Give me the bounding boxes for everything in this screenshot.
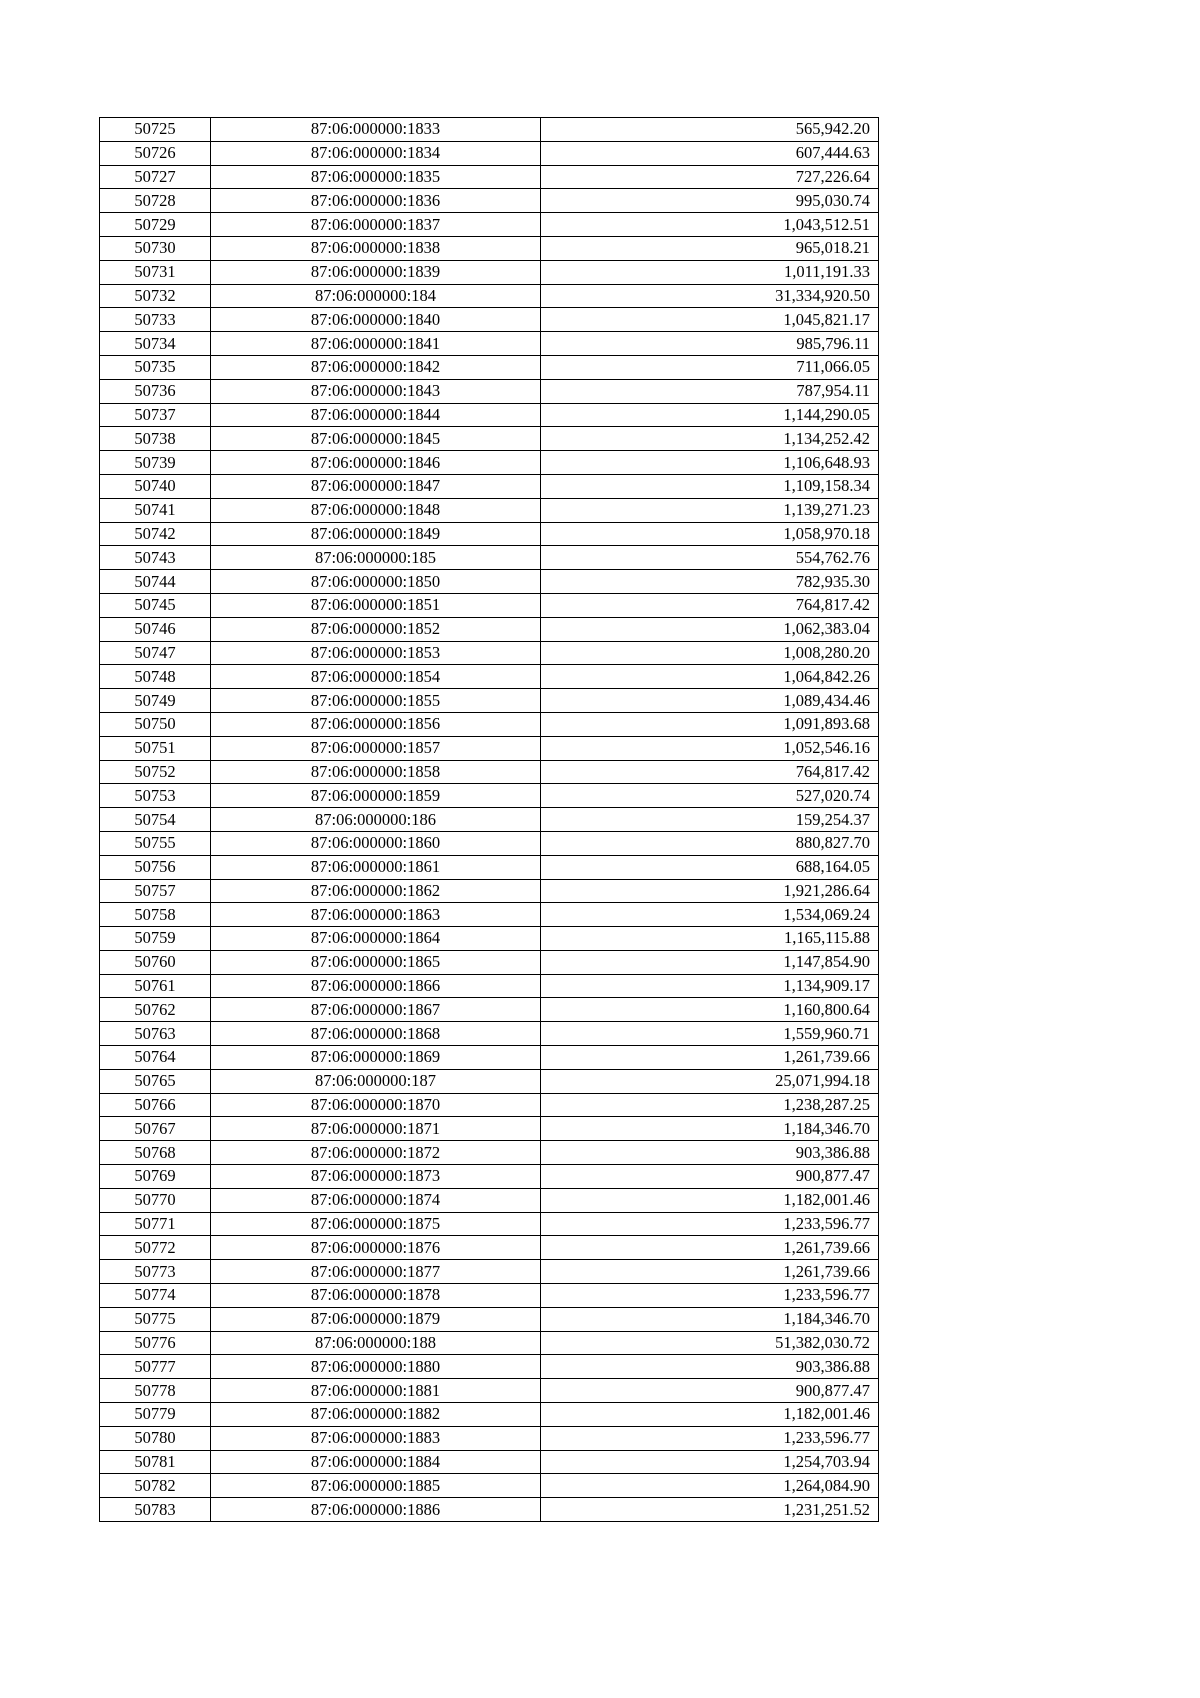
row-number-cell: 50770 [100, 1188, 211, 1212]
table-row [100, 1331, 879, 1355]
cadastral-value-cell: 985,796.11 [541, 332, 879, 356]
row-number-cell: 50771 [100, 1212, 211, 1236]
cadastral-number-cell: 87:06:000000:1881 [211, 1379, 541, 1403]
cadastral-number-cell: 87:06:000000:1836 [211, 189, 541, 213]
cadastral-number-cell: 87:06:000000:184 [211, 284, 541, 308]
cadastral-value-cell: 1,254,703.94 [541, 1450, 879, 1474]
row-number-cell: 50747 [100, 641, 211, 665]
cadastral-value-cell: 565,942.20 [541, 118, 879, 142]
cadastral-value-cell: 1,184,346.70 [541, 1307, 879, 1331]
cadastral-number-cell: 87:06:000000:1877 [211, 1260, 541, 1284]
cadastral-value-cell: 25,071,994.18 [541, 1069, 879, 1093]
row-number-cell: 50741 [100, 498, 211, 522]
table-row [100, 1403, 879, 1427]
cadastral-number-cell: 87:06:000000:1834 [211, 141, 541, 165]
table-row [100, 498, 879, 522]
table-row [100, 879, 879, 903]
table-row [100, 927, 879, 951]
row-number-cell: 50730 [100, 236, 211, 260]
row-number-cell: 50752 [100, 760, 211, 784]
cadastral-value-cell: 1,261,739.66 [541, 1236, 879, 1260]
cadastral-number-cell: 87:06:000000:1855 [211, 689, 541, 713]
cadastral-number-cell: 87:06:000000:1884 [211, 1450, 541, 1474]
cadastral-number-cell: 87:06:000000:1850 [211, 570, 541, 594]
cadastral-number-cell: 87:06:000000:1875 [211, 1212, 541, 1236]
row-number-cell: 50773 [100, 1260, 211, 1284]
cadastral-number-cell: 87:06:000000:1868 [211, 1022, 541, 1046]
cadastral-value-cell: 1,147,854.90 [541, 950, 879, 974]
cadastral-number-cell: 87:06:000000:1879 [211, 1307, 541, 1331]
cadastral-value-cell: 1,134,909.17 [541, 974, 879, 998]
table-row [100, 118, 879, 142]
cadastral-value-cell: 1,091,893.68 [541, 712, 879, 736]
cadastral-number-cell: 87:06:000000:1846 [211, 451, 541, 475]
cadastral-value-cell: 1,011,191.33 [541, 260, 879, 284]
cadastral-number-cell: 87:06:000000:187 [211, 1069, 541, 1093]
table-row [100, 1355, 879, 1379]
row-number-cell: 50767 [100, 1117, 211, 1141]
table-row [100, 1260, 879, 1284]
cadastral-value-cell: 1,184,346.70 [541, 1117, 879, 1141]
cadastral-value-cell: 903,386.88 [541, 1141, 879, 1165]
row-number-cell: 50750 [100, 712, 211, 736]
cadastral-value-cell: 1,139,271.23 [541, 498, 879, 522]
row-number-cell: 50772 [100, 1236, 211, 1260]
cadastral-value-cell: 607,444.63 [541, 141, 879, 165]
cadastral-number-cell: 87:06:000000:1856 [211, 712, 541, 736]
table-row [100, 712, 879, 736]
cadastral-value-cell: 1,089,434.46 [541, 689, 879, 713]
table-row [100, 1426, 879, 1450]
row-number-cell: 50738 [100, 427, 211, 451]
cadastral-number-cell: 87:06:000000:1838 [211, 236, 541, 260]
cadastral-number-cell: 87:06:000000:1878 [211, 1284, 541, 1308]
table-row [100, 641, 879, 665]
cadastral-value-cell: 1,264,084.90 [541, 1474, 879, 1498]
row-number-cell: 50778 [100, 1379, 211, 1403]
cadastral-number-cell: 87:06:000000:1844 [211, 403, 541, 427]
row-number-cell: 50734 [100, 332, 211, 356]
table-row [100, 1022, 879, 1046]
cadastral-value-cell: 1,134,252.42 [541, 427, 879, 451]
cadastral-value-cell: 1,109,158.34 [541, 474, 879, 498]
table-row [100, 950, 879, 974]
cadastral-value-cell: 527,020.74 [541, 784, 879, 808]
cadastral-value-cell: 1,008,280.20 [541, 641, 879, 665]
cadastral-number-cell: 87:06:000000:1842 [211, 355, 541, 379]
row-number-cell: 50764 [100, 1046, 211, 1070]
cadastral-value-cell: 1,559,960.71 [541, 1022, 879, 1046]
table-row [100, 689, 879, 713]
table-row [100, 165, 879, 189]
cadastral-value-cell: 787,954.11 [541, 379, 879, 403]
cadastral-number-cell: 87:06:000000:1839 [211, 260, 541, 284]
cadastral-value-cell: 764,817.42 [541, 760, 879, 784]
table-row [100, 808, 879, 832]
cadastral-number-cell: 87:06:000000:1851 [211, 593, 541, 617]
cadastral-value-cell: 1,231,251.52 [541, 1498, 879, 1522]
cadastral-value-cell: 1,106,648.93 [541, 451, 879, 475]
table-row [100, 403, 879, 427]
table-row [100, 308, 879, 332]
table-row [100, 1450, 879, 1474]
cadastral-value-cell: 1,233,596.77 [541, 1284, 879, 1308]
cadastral-value-table [99, 117, 879, 1522]
table-row [100, 831, 879, 855]
table-row [100, 284, 879, 308]
row-number-cell: 50765 [100, 1069, 211, 1093]
row-number-cell: 50757 [100, 879, 211, 903]
table-row [100, 760, 879, 784]
row-number-cell: 50744 [100, 570, 211, 594]
cadastral-value-cell: 1,144,290.05 [541, 403, 879, 427]
cadastral-number-cell: 87:06:000000:1852 [211, 617, 541, 641]
cadastral-value-cell: 554,762.76 [541, 546, 879, 570]
row-number-cell: 50758 [100, 903, 211, 927]
table-row [100, 522, 879, 546]
cadastral-value-cell: 1,160,800.64 [541, 998, 879, 1022]
cadastral-value-cell: 995,030.74 [541, 189, 879, 213]
table-row [100, 570, 879, 594]
cadastral-number-cell: 87:06:000000:1885 [211, 1474, 541, 1498]
row-number-cell: 50782 [100, 1474, 211, 1498]
cadastral-number-cell: 87:06:000000:1840 [211, 308, 541, 332]
table-row [100, 546, 879, 570]
row-number-cell: 50742 [100, 522, 211, 546]
cadastral-number-cell: 87:06:000000:1849 [211, 522, 541, 546]
row-number-cell: 50754 [100, 808, 211, 832]
row-number-cell: 50729 [100, 213, 211, 237]
cadastral-number-cell: 87:06:000000:1873 [211, 1165, 541, 1189]
table-row [100, 427, 879, 451]
cadastral-number-cell: 87:06:000000:1882 [211, 1403, 541, 1427]
table-row [100, 332, 879, 356]
cadastral-value-cell: 1,233,596.77 [541, 1212, 879, 1236]
table-row [100, 784, 879, 808]
cadastral-number-cell: 87:06:000000:1867 [211, 998, 541, 1022]
cadastral-number-cell: 87:06:000000:1853 [211, 641, 541, 665]
cadastral-value-cell: 1,062,383.04 [541, 617, 879, 641]
row-number-cell: 50733 [100, 308, 211, 332]
cadastral-value-cell: 1,182,001.46 [541, 1188, 879, 1212]
table-row [100, 189, 879, 213]
cadastral-value-cell: 1,052,546.16 [541, 736, 879, 760]
row-number-cell: 50762 [100, 998, 211, 1022]
cadastral-number-cell: 87:06:000000:1848 [211, 498, 541, 522]
cadastral-value-cell: 782,935.30 [541, 570, 879, 594]
cadastral-number-cell: 87:06:000000:1837 [211, 213, 541, 237]
cadastral-number-cell: 87:06:000000:1871 [211, 1117, 541, 1141]
cadastral-number-cell: 87:06:000000:1857 [211, 736, 541, 760]
row-number-cell: 50743 [100, 546, 211, 570]
table-row [100, 1093, 879, 1117]
cadastral-value-cell: 764,817.42 [541, 593, 879, 617]
cadastral-number-cell: 87:06:000000:1869 [211, 1046, 541, 1070]
cadastral-value-cell: 903,386.88 [541, 1355, 879, 1379]
table-row [100, 1046, 879, 1070]
table-row [100, 451, 879, 475]
cadastral-number-cell: 87:06:000000:1866 [211, 974, 541, 998]
row-number-cell: 50740 [100, 474, 211, 498]
cadastral-number-cell: 87:06:000000:1886 [211, 1498, 541, 1522]
table-body [100, 118, 879, 1522]
cadastral-value-cell: 1,238,287.25 [541, 1093, 879, 1117]
table-row [100, 855, 879, 879]
row-number-cell: 50755 [100, 831, 211, 855]
row-number-cell: 50761 [100, 974, 211, 998]
cadastral-value-cell: 880,827.70 [541, 831, 879, 855]
table-row [100, 379, 879, 403]
table-row [100, 617, 879, 641]
cadastral-value-cell: 51,382,030.72 [541, 1331, 879, 1355]
cadastral-number-cell: 87:06:000000:1859 [211, 784, 541, 808]
cadastral-value-cell: 965,018.21 [541, 236, 879, 260]
table-row [100, 1117, 879, 1141]
row-number-cell: 50781 [100, 1450, 211, 1474]
cadastral-number-cell: 87:06:000000:186 [211, 808, 541, 832]
table-row [100, 1141, 879, 1165]
row-number-cell: 50736 [100, 379, 211, 403]
cadastral-number-cell: 87:06:000000:1865 [211, 950, 541, 974]
cadastral-number-cell: 87:06:000000:1883 [211, 1426, 541, 1450]
cadastral-number-cell: 87:06:000000:1872 [211, 1141, 541, 1165]
cadastral-value-cell: 31,334,920.50 [541, 284, 879, 308]
table-row [100, 998, 879, 1022]
row-number-cell: 50775 [100, 1307, 211, 1331]
row-number-cell: 50749 [100, 689, 211, 713]
cadastral-value-cell: 1,043,512.51 [541, 213, 879, 237]
table-row [100, 1165, 879, 1189]
row-number-cell: 50783 [100, 1498, 211, 1522]
row-number-cell: 50746 [100, 617, 211, 641]
row-number-cell: 50725 [100, 118, 211, 142]
table-row [100, 1212, 879, 1236]
cadastral-value-cell: 1,534,069.24 [541, 903, 879, 927]
cadastral-value-cell: 900,877.47 [541, 1165, 879, 1189]
table-row [100, 1236, 879, 1260]
cadastral-number-cell: 87:06:000000:1863 [211, 903, 541, 927]
cadastral-value-cell: 1,261,739.66 [541, 1046, 879, 1070]
row-number-cell: 50751 [100, 736, 211, 760]
table-row [100, 665, 879, 689]
row-number-cell: 50769 [100, 1165, 211, 1189]
cadastral-number-cell: 87:06:000000:188 [211, 1331, 541, 1355]
row-number-cell: 50732 [100, 284, 211, 308]
cadastral-number-cell: 87:06:000000:1858 [211, 760, 541, 784]
cadastral-number-cell: 87:06:000000:1874 [211, 1188, 541, 1212]
row-number-cell: 50728 [100, 189, 211, 213]
cadastral-number-cell: 87:06:000000:1862 [211, 879, 541, 903]
cadastral-value-cell: 688,164.05 [541, 855, 879, 879]
table-row [100, 236, 879, 260]
cadastral-value-cell: 900,877.47 [541, 1379, 879, 1403]
cadastral-value-cell: 1,261,739.66 [541, 1260, 879, 1284]
cadastral-number-cell: 87:06:000000:1860 [211, 831, 541, 855]
cadastral-number-cell: 87:06:000000:1847 [211, 474, 541, 498]
cadastral-number-cell: 87:06:000000:1861 [211, 855, 541, 879]
cadastral-number-cell: 87:06:000000:1870 [211, 1093, 541, 1117]
table-row [100, 1379, 879, 1403]
row-number-cell: 50745 [100, 593, 211, 617]
cadastral-number-cell: 87:06:000000:1843 [211, 379, 541, 403]
cadastral-value-cell: 1,182,001.46 [541, 1403, 879, 1427]
row-number-cell: 50760 [100, 950, 211, 974]
table-row [100, 1307, 879, 1331]
table-row [100, 1498, 879, 1522]
row-number-cell: 50774 [100, 1284, 211, 1308]
row-number-cell: 50776 [100, 1331, 211, 1355]
row-number-cell: 50763 [100, 1022, 211, 1046]
table-row [100, 355, 879, 379]
row-number-cell: 50756 [100, 855, 211, 879]
row-number-cell: 50735 [100, 355, 211, 379]
row-number-cell: 50753 [100, 784, 211, 808]
table-row [100, 1188, 879, 1212]
cadastral-number-cell: 87:06:000000:1845 [211, 427, 541, 451]
cadastral-value-cell: 1,165,115.88 [541, 927, 879, 951]
cadastral-value-cell: 159,254.37 [541, 808, 879, 832]
row-number-cell: 50739 [100, 451, 211, 475]
row-number-cell: 50731 [100, 260, 211, 284]
cadastral-number-cell: 87:06:000000:1854 [211, 665, 541, 689]
table-row [100, 260, 879, 284]
table-row [100, 141, 879, 165]
row-number-cell: 50779 [100, 1403, 211, 1427]
cadastral-number-cell: 87:06:000000:1841 [211, 332, 541, 356]
table-row [100, 1069, 879, 1093]
table-row [100, 974, 879, 998]
row-number-cell: 50727 [100, 165, 211, 189]
cadastral-number-cell: 87:06:000000:1835 [211, 165, 541, 189]
cadastral-value-cell: 1,921,286.64 [541, 879, 879, 903]
cadastral-value-cell: 1,058,970.18 [541, 522, 879, 546]
table-row [100, 474, 879, 498]
cadastral-number-cell: 87:06:000000:185 [211, 546, 541, 570]
table-row [100, 903, 879, 927]
cadastral-number-cell: 87:06:000000:1876 [211, 1236, 541, 1260]
cadastral-value-cell: 1,064,842.26 [541, 665, 879, 689]
table-row [100, 736, 879, 760]
table-row [100, 1284, 879, 1308]
row-number-cell: 50737 [100, 403, 211, 427]
cadastral-value-cell: 1,233,596.77 [541, 1426, 879, 1450]
row-number-cell: 50780 [100, 1426, 211, 1450]
row-number-cell: 50726 [100, 141, 211, 165]
table-row [100, 1474, 879, 1498]
row-number-cell: 50766 [100, 1093, 211, 1117]
cadastral-value-cell: 1,045,821.17 [541, 308, 879, 332]
cadastral-number-cell: 87:06:000000:1833 [211, 118, 541, 142]
row-number-cell: 50748 [100, 665, 211, 689]
cadastral-number-cell: 87:06:000000:1880 [211, 1355, 541, 1379]
row-number-cell: 50768 [100, 1141, 211, 1165]
row-number-cell: 50759 [100, 927, 211, 951]
table-row [100, 213, 879, 237]
cadastral-number-cell: 87:06:000000:1864 [211, 927, 541, 951]
row-number-cell: 50777 [100, 1355, 211, 1379]
cadastral-value-cell: 727,226.64 [541, 165, 879, 189]
cadastral-value-cell: 711,066.05 [541, 355, 879, 379]
table-row [100, 593, 879, 617]
